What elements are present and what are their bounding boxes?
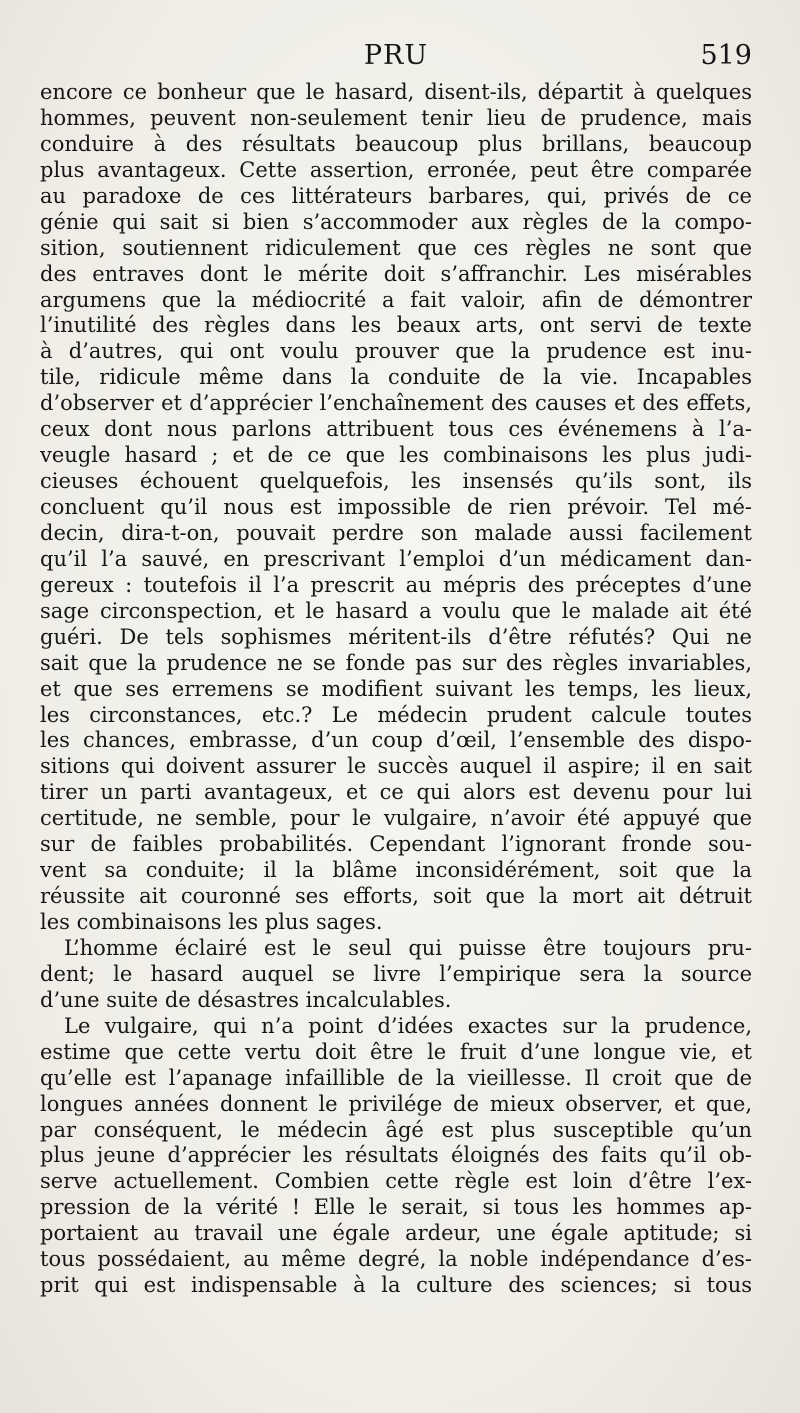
text-line: veugle hasard ; et de ce que les combinaisons les plus judi- xyxy=(40,443,752,468)
text-line: ceux dont nous parlons attribuent tous ces événemens à l’a- xyxy=(40,417,752,442)
text-line: encore ce bonheur que le hasard, disent-ils, départit à quelques xyxy=(40,80,752,104)
text-line: dent; le hasard auquel se livre l’empirique sera la source xyxy=(40,961,752,986)
text-line: sition, soutiennent ridiculement que ces règles ne sont que xyxy=(40,235,752,260)
text-line: les chances, embrasse, d’un coup d’œil, l’ensemble des dispo- xyxy=(40,728,752,753)
running-head-title: PRU xyxy=(363,40,429,71)
paragraph xyxy=(40,80,752,936)
text-line: les combinaisons les plus sages. xyxy=(40,910,383,934)
text-line: decin, dira-t-on, pouvait perdre son malade aussi facilement xyxy=(40,520,752,545)
text-line: plus avantageux. Cette assertion, erronée, peut être comparée xyxy=(40,157,752,182)
text-line: sage circonspection, et le hasard a voulu que le malade ait été xyxy=(40,598,752,623)
text-line: L’homme éclairé est le seul qui puisse être toujours pru- xyxy=(64,935,752,960)
text-line: vent sa conduite; il la blâme inconsidérément, soit que la xyxy=(40,858,752,883)
text-line: tous possédaient, au même degré, la noble indépendance d’es- xyxy=(40,1247,752,1272)
text-line: cieuses échouent quelquefois, les insensés qu’ils sont, ils xyxy=(40,469,752,494)
text-line: réussite ait couronné ses efforts, soit que la mort ait détruit xyxy=(40,884,752,909)
text-line: des entraves dont le mérite doit s’affranchir. Les misérables xyxy=(40,261,752,286)
text-line: au paradoxe de ces littérateurs barbares, qui, privés de ce xyxy=(40,183,752,208)
body-text xyxy=(40,80,752,1299)
page-number: 519 xyxy=(700,40,752,71)
text-line: argumens que la médiocrité a fait valoir, afin de démontrer xyxy=(40,287,752,312)
text-line: portaient au travail une égale ardeur, une égale aptitude; si xyxy=(40,1221,752,1246)
text-line: à d’autres, qui ont voulu prouver que la prudence est inu- xyxy=(40,339,752,364)
text-line: d’une suite de désastres incalculables. xyxy=(40,987,452,1012)
text-line: plus jeune d’apprécier les résultats éloignés des faits qu’il ob- xyxy=(40,1143,752,1168)
text-line: sitions qui doivent assurer le succès auquel il aspire; il en sait xyxy=(40,754,752,779)
text-line: hommes, peuvent non-seulement tenir lieu de prudence, mais xyxy=(40,105,752,130)
text-line: génie qui sait si bien s’accommoder aux règles de la compo- xyxy=(40,209,752,234)
text-line: par conséquent, le médecin âgé est plus susceptible qu’un xyxy=(40,1117,752,1142)
paragraph xyxy=(40,1014,752,1299)
text-line: longues années donnent le privilége de mieux observer, et que, xyxy=(40,1091,752,1116)
text-line: et que ses erremens se modifient suivant les temps, les lieux, xyxy=(40,676,752,701)
text-line: prit qui est indispensable à la culture des sciences; si tous xyxy=(40,1273,752,1298)
running-head xyxy=(40,40,752,76)
text-line: serve actuellement. Combien cette règle est loin d’être l’ex- xyxy=(40,1169,752,1194)
text-line: sait que la prudence ne se fonde pas sur des règles invariables, xyxy=(40,650,752,675)
text-line: certitude, ne semble, pour le vulgaire, n’avoir été appuyé que xyxy=(40,806,752,831)
text-line: estime que cette vertu doit être le fruit d’une longue vie, et xyxy=(40,1039,752,1064)
text-line: tirer un parti avantageux, et ce qui alors est devenu pour lui xyxy=(40,780,752,805)
text-line: qu’elle est l’apanage infaillible de la vieillesse. Il croit que de xyxy=(40,1065,752,1090)
paragraph xyxy=(40,936,752,1014)
text-line: conduire à des résultats beaucoup plus brillans, beaucoup xyxy=(40,131,752,156)
text-line: tile, ridicule même dans la conduite de la vie. Incapables xyxy=(40,365,752,390)
text-line: Le vulgaire, qui n’a point d’idées exactes sur la prudence, xyxy=(64,1013,752,1038)
text-line: qu’il l’a sauvé, en prescrivant l’emploi d’un médicament dan- xyxy=(40,546,752,571)
text-line: sur de faibles probabilités. Cependant l’ignorant fronde sou- xyxy=(40,832,752,857)
text-line: les circonstances, etc.? Le médecin prudent calcule toutes xyxy=(40,702,752,727)
text-line: l’inutilité des règles dans les beaux arts, ont servi de texte xyxy=(40,313,752,338)
text-line: gereux : toutefois il l’a prescrit au mépris des préceptes d’une xyxy=(40,572,752,597)
text-line: guéri. De tels sophismes méritent-ils d’être réfutés? Qui ne xyxy=(40,624,752,649)
text-line: concluent qu’il nous est impossible de rien prévoir. Tel mé- xyxy=(40,495,752,519)
text-line: pression de la vérité ! Elle le serait, si tous les hommes ap- xyxy=(40,1195,752,1220)
text-line: d’observer et d’apprécier l’enchaînement des causes et des effets, xyxy=(40,391,752,416)
